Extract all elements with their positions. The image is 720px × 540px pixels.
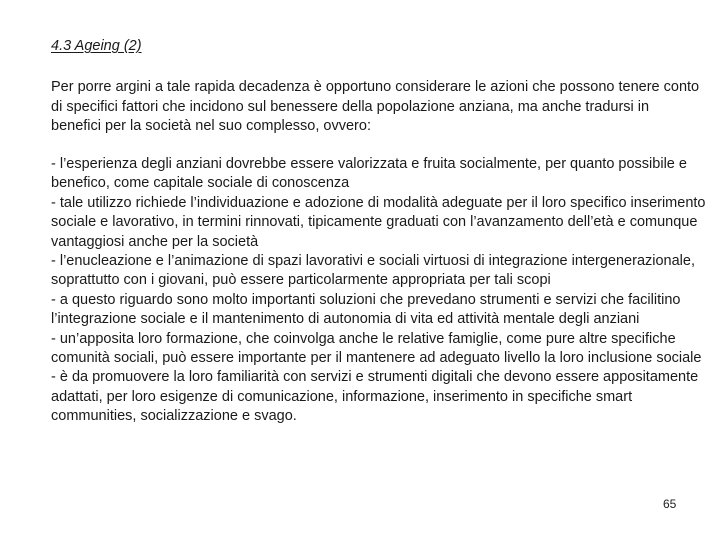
bullet-item: - è da promuovere la loro familiarità con servizi e strumenti digitali che devono essere appositamente adattati, per loro esigenze di comunicazione, informazione, inserimento in specifiche smart communities, socializzazione e svago. — [51, 369, 699, 425]
bullet-list — [51, 155, 706, 427]
bullet-item: - l’esperienza degli anziani dovrebbe essere valorizzata e fruita socialmente, per quanto possibile e benefico, come capitale sociale di conoscenza — [51, 156, 687, 192]
bullet-item: - un’apposita loro formazione, che coinvolga anche le relative famiglie, come pure altre specifiche comunità sociali, può essere importante per il mantenere ad adeguato livello la loro inclusione sociale — [51, 330, 702, 367]
bullet-item: - a questo riguardo sono molto importanti soluzioni che prevedano strumenti e servizi che facilitino l’integrazione sociale e il mantenimento di autonomia di vita ed attività mentale degli anziani — [51, 291, 681, 328]
slide-title: 4.3 Ageing (2) — [51, 38, 142, 54]
intro-paragraph — [51, 78, 701, 137]
bullet-item: - l’enucleazione e l’animazione di spazi lavorativi e sociali virtuosi di integrazione intergenerazionale, soprattutto con i giovani, può essere particolarmente appropriata per tali scopi — [51, 253, 695, 289]
bullet-item: - tale utilizzo richiede l’individuazione e adozione di modalità adeguate per il loro specifico inserimento sociale e lavorativo, in termini rinnovati, tipicamente graduati con l’avanzamento dell’età e comunque vantaggiosi anche per la società — [51, 194, 706, 250]
page-number: 65 — [663, 497, 677, 511]
intro-text: Per porre argini a tale rapida decadenza è opportuno considerare le azioni che possono tenere conto di specifici fattori che incidono sul benessere della popolazione anziana, ma anche tradursi in benefici per la società nel suo complesso, ovvero: — [51, 79, 700, 134]
